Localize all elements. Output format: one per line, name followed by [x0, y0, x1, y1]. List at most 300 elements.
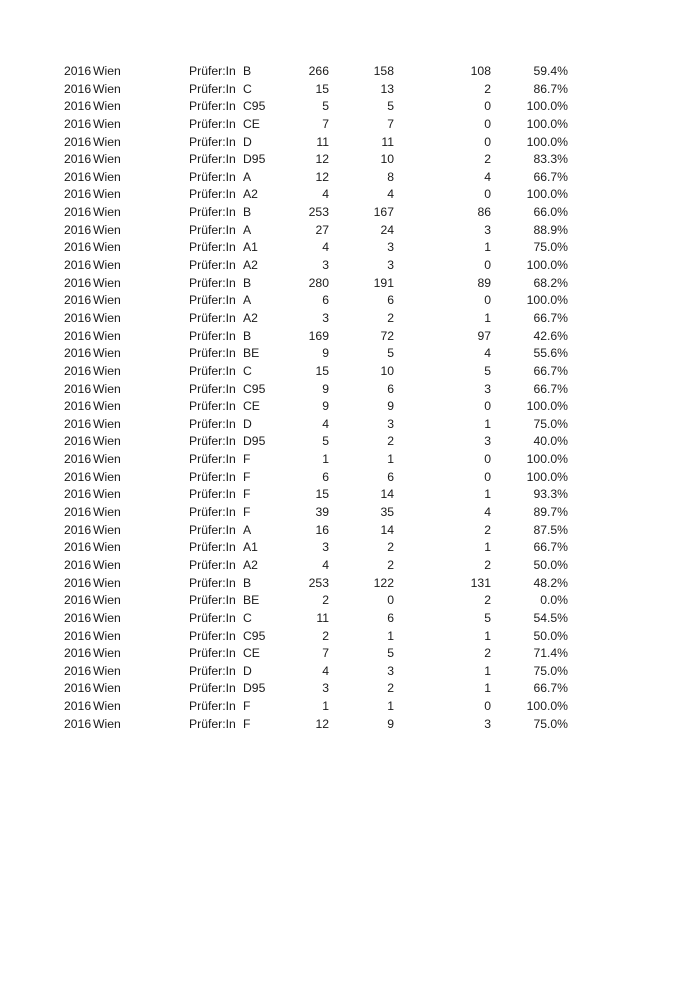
total-count-cell: 5 — [322, 434, 329, 449]
failed-count-cell: 2 — [484, 522, 491, 537]
passed-count-cell: 6 — [387, 381, 394, 396]
license-class-cell: C — [243, 363, 252, 378]
city-cell: Wien — [93, 169, 121, 184]
license-class-cell: B — [243, 575, 252, 590]
city-cell: Wien — [93, 64, 121, 78]
table-row — [0, 486, 700, 504]
table-row — [0, 204, 700, 222]
table-row — [0, 275, 700, 293]
pass-rate-cell: 66.7% — [533, 363, 568, 378]
table-row — [0, 451, 700, 469]
failed-count-cell: 3 — [484, 222, 491, 237]
license-class-cell: D95 — [243, 152, 266, 167]
failed-count-cell: 0 — [484, 469, 491, 484]
table-row — [0, 186, 700, 204]
table-row — [0, 716, 700, 734]
total-count-cell: 27 — [315, 222, 329, 237]
pass-rate-cell: 75.0% — [533, 716, 568, 731]
passed-count-cell: 7 — [387, 116, 394, 131]
total-count-cell: 4 — [322, 187, 329, 202]
year-cell: 2016 — [64, 328, 92, 343]
table-row — [0, 63, 700, 81]
table-row — [0, 381, 700, 399]
license-class-cell: B — [243, 328, 252, 343]
pass-rate-cell: 48.2% — [533, 575, 568, 590]
table-row — [0, 416, 700, 434]
role-cell: Prüfer:In — [189, 487, 236, 502]
year-cell: 2016 — [64, 628, 92, 643]
table-row — [0, 433, 700, 451]
total-count-cell: 12 — [315, 152, 329, 167]
year-cell: 2016 — [64, 81, 92, 96]
passed-count-cell: 3 — [387, 240, 394, 255]
total-count-cell: 5 — [322, 99, 329, 114]
city-cell: Wien — [93, 575, 121, 590]
total-count-cell: 1 — [322, 699, 329, 714]
total-count-cell: 169 — [308, 328, 329, 343]
pass-rate-cell: 66.7% — [533, 310, 568, 325]
year-cell: 2016 — [64, 346, 92, 361]
city-cell: Wien — [93, 116, 121, 131]
city-cell: Wien — [93, 205, 121, 220]
year-cell: 2016 — [64, 381, 92, 396]
license-class-cell: F — [243, 487, 251, 502]
failed-count-cell: 4 — [484, 505, 491, 520]
table-row — [0, 98, 700, 116]
failed-count-cell: 4 — [484, 169, 491, 184]
total-count-cell: 9 — [322, 399, 329, 414]
total-count-cell: 7 — [322, 116, 329, 131]
year-cell: 2016 — [64, 575, 92, 590]
pass-rate-cell: 66.7% — [533, 681, 568, 696]
role-cell: Prüfer:In — [189, 593, 236, 608]
role-cell: Prüfer:In — [189, 99, 236, 114]
year-cell: 2016 — [64, 222, 92, 237]
total-count-cell: 2 — [322, 593, 329, 608]
passed-count-cell: 122 — [373, 575, 394, 590]
pass-rate-cell: 87.5% — [533, 522, 568, 537]
city-cell: Wien — [93, 222, 121, 237]
passed-count-cell: 167 — [373, 205, 394, 220]
city-cell: Wien — [93, 346, 121, 361]
license-class-cell: A2 — [243, 258, 258, 273]
license-class-cell: A — [243, 293, 252, 308]
city-cell: Wien — [93, 81, 121, 96]
license-class-cell: A — [243, 169, 252, 184]
city-cell: Wien — [93, 99, 121, 114]
year-cell: 2016 — [64, 522, 92, 537]
total-count-cell: 3 — [322, 681, 329, 696]
city-cell: Wien — [93, 134, 121, 149]
pass-rate-cell: 100.0% — [526, 452, 568, 467]
passed-count-cell: 10 — [380, 363, 394, 378]
table-row — [0, 469, 700, 487]
failed-count-cell: 1 — [484, 540, 491, 555]
failed-count-cell: 5 — [484, 610, 491, 625]
table-row — [0, 239, 700, 257]
total-count-cell: 6 — [322, 293, 329, 308]
city-cell: Wien — [93, 557, 121, 572]
city-cell: Wien — [93, 187, 121, 202]
role-cell: Prüfer:In — [189, 81, 236, 96]
table-row — [0, 680, 700, 698]
license-class-cell: D95 — [243, 681, 266, 696]
pass-rate-cell: 54.5% — [533, 610, 568, 625]
role-cell: Prüfer:In — [189, 628, 236, 643]
pass-rate-cell: 68.2% — [533, 275, 568, 290]
city-cell: Wien — [93, 275, 121, 290]
passed-count-cell: 4 — [387, 187, 394, 202]
pass-rate-cell: 50.0% — [533, 557, 568, 572]
license-class-cell: F — [243, 505, 251, 520]
year-cell: 2016 — [64, 557, 92, 572]
role-cell: Prüfer:In — [189, 452, 236, 467]
year-cell: 2016 — [64, 646, 92, 661]
total-count-cell: 15 — [315, 363, 329, 378]
total-count-cell: 39 — [315, 505, 329, 520]
spreadsheet-table — [0, 63, 700, 733]
passed-count-cell: 2 — [387, 310, 394, 325]
failed-count-cell: 0 — [484, 116, 491, 131]
pass-rate-cell: 71.4% — [533, 646, 568, 661]
total-count-cell: 253 — [308, 205, 329, 220]
role-cell: Prüfer:In — [189, 557, 236, 572]
role-cell: Prüfer:In — [189, 434, 236, 449]
pass-rate-cell: 100.0% — [526, 469, 568, 484]
table-row — [0, 522, 700, 540]
passed-count-cell: 14 — [380, 487, 394, 502]
role-cell: Prüfer:In — [189, 310, 236, 325]
city-cell: Wien — [93, 434, 121, 449]
table-row — [0, 257, 700, 275]
pass-rate-cell: 89.7% — [533, 505, 568, 520]
license-class-cell: C — [243, 610, 252, 625]
city-cell: Wien — [93, 328, 121, 343]
total-count-cell: 4 — [322, 557, 329, 572]
table-row — [0, 592, 700, 610]
table-row — [0, 557, 700, 575]
license-class-cell: F — [243, 469, 251, 484]
license-class-cell: A2 — [243, 310, 258, 325]
table-row — [0, 134, 700, 152]
pass-rate-cell: 0.0% — [540, 593, 568, 608]
pass-rate-cell: 66.7% — [533, 540, 568, 555]
city-cell: Wien — [93, 363, 121, 378]
failed-count-cell: 2 — [484, 81, 491, 96]
license-class-cell: A1 — [243, 240, 258, 255]
pass-rate-cell: 75.0% — [533, 240, 568, 255]
failed-count-cell: 1 — [484, 663, 491, 678]
year-cell: 2016 — [64, 275, 92, 290]
year-cell: 2016 — [64, 469, 92, 484]
year-cell: 2016 — [64, 310, 92, 325]
pass-rate-cell: 93.3% — [533, 487, 568, 502]
pass-rate-cell: 100.0% — [526, 399, 568, 414]
pass-rate-cell: 100.0% — [526, 258, 568, 273]
failed-count-cell: 0 — [484, 699, 491, 714]
role-cell: Prüfer:In — [189, 240, 236, 255]
city-cell: Wien — [93, 716, 121, 731]
city-cell: Wien — [93, 469, 121, 484]
failed-count-cell: 1 — [484, 487, 491, 502]
year-cell: 2016 — [64, 240, 92, 255]
year-cell: 2016 — [64, 169, 92, 184]
pass-rate-cell: 100.0% — [526, 116, 568, 131]
failed-count-cell: 0 — [484, 134, 491, 149]
city-cell: Wien — [93, 293, 121, 308]
table-row — [0, 116, 700, 134]
year-cell: 2016 — [64, 434, 92, 449]
failed-count-cell: 5 — [484, 363, 491, 378]
role-cell: Prüfer:In — [189, 328, 236, 343]
role-cell: Prüfer:In — [189, 152, 236, 167]
license-class-cell: A2 — [243, 187, 258, 202]
total-count-cell: 9 — [322, 346, 329, 361]
passed-count-cell: 35 — [380, 505, 394, 520]
pass-rate-cell: 66.7% — [533, 169, 568, 184]
total-count-cell: 16 — [315, 522, 329, 537]
total-count-cell: 4 — [322, 663, 329, 678]
license-class-cell: F — [243, 699, 251, 714]
total-count-cell: 9 — [322, 381, 329, 396]
pass-rate-cell: 100.0% — [526, 99, 568, 114]
table-row — [0, 345, 700, 363]
license-class-cell: F — [243, 716, 251, 731]
year-cell: 2016 — [64, 258, 92, 273]
pass-rate-cell: 100.0% — [526, 293, 568, 308]
city-cell: Wien — [93, 240, 121, 255]
failed-count-cell: 0 — [484, 258, 491, 273]
license-class-cell: C95 — [243, 99, 266, 114]
passed-count-cell: 3 — [387, 416, 394, 431]
failed-count-cell: 0 — [484, 187, 491, 202]
table-row — [0, 663, 700, 681]
role-cell: Prüfer:In — [189, 258, 236, 273]
total-count-cell: 3 — [322, 310, 329, 325]
license-class-cell: C — [243, 81, 252, 96]
passed-count-cell: 2 — [387, 557, 394, 572]
table-row — [0, 222, 700, 240]
pass-rate-cell: 88.9% — [533, 222, 568, 237]
failed-count-cell: 1 — [484, 681, 491, 696]
city-cell: Wien — [93, 681, 121, 696]
city-cell: Wien — [93, 699, 121, 714]
city-cell: Wien — [93, 663, 121, 678]
passed-count-cell: 6 — [387, 469, 394, 484]
role-cell: Prüfer:In — [189, 610, 236, 625]
total-count-cell: 15 — [315, 487, 329, 502]
city-cell: Wien — [93, 452, 121, 467]
city-cell: Wien — [93, 399, 121, 414]
passed-count-cell: 3 — [387, 663, 394, 678]
failed-count-cell: 2 — [484, 646, 491, 661]
passed-count-cell: 9 — [387, 716, 394, 731]
year-cell: 2016 — [64, 593, 92, 608]
pass-rate-cell: 66.7% — [533, 381, 568, 396]
passed-count-cell: 14 — [380, 522, 394, 537]
role-cell: Prüfer:In — [189, 716, 236, 731]
passed-count-cell: 0 — [387, 593, 394, 608]
role-cell: Prüfer:In — [189, 134, 236, 149]
license-class-cell: F — [243, 452, 251, 467]
passed-count-cell: 2 — [387, 540, 394, 555]
city-cell: Wien — [93, 540, 121, 555]
passed-count-cell: 10 — [380, 152, 394, 167]
pass-rate-cell: 83.3% — [533, 152, 568, 167]
pass-rate-cell: 59.4% — [533, 64, 568, 78]
role-cell: Prüfer:In — [189, 681, 236, 696]
failed-count-cell: 1 — [484, 310, 491, 325]
city-cell: Wien — [93, 310, 121, 325]
table-row — [0, 539, 700, 557]
role-cell: Prüfer:In — [189, 363, 236, 378]
total-count-cell: 4 — [322, 240, 329, 255]
passed-count-cell: 158 — [373, 64, 394, 78]
passed-count-cell: 24 — [380, 222, 394, 237]
pass-rate-cell: 55.6% — [533, 346, 568, 361]
role-cell: Prüfer:In — [189, 381, 236, 396]
passed-count-cell: 5 — [387, 99, 394, 114]
year-cell: 2016 — [64, 399, 92, 414]
table-row — [0, 628, 700, 646]
failed-count-cell: 0 — [484, 452, 491, 467]
year-cell: 2016 — [64, 205, 92, 220]
license-class-cell: C95 — [243, 628, 266, 643]
role-cell: Prüfer:In — [189, 275, 236, 290]
total-count-cell: 12 — [315, 716, 329, 731]
table-row — [0, 151, 700, 169]
table-row — [0, 504, 700, 522]
city-cell: Wien — [93, 522, 121, 537]
table-row — [0, 363, 700, 381]
role-cell: Prüfer:In — [189, 116, 236, 131]
failed-count-cell: 4 — [484, 346, 491, 361]
passed-count-cell: 6 — [387, 293, 394, 308]
city-cell: Wien — [93, 505, 121, 520]
city-cell: Wien — [93, 593, 121, 608]
license-class-cell: A — [243, 222, 252, 237]
failed-count-cell: 97 — [477, 328, 491, 343]
passed-count-cell: 72 — [380, 328, 394, 343]
passed-count-cell: 1 — [387, 628, 394, 643]
year-cell: 2016 — [64, 505, 92, 520]
city-cell: Wien — [93, 646, 121, 661]
passed-count-cell: 6 — [387, 610, 394, 625]
license-class-cell: BE — [243, 593, 260, 608]
role-cell: Prüfer:In — [189, 522, 236, 537]
role-cell: Prüfer:In — [189, 663, 236, 678]
year-cell: 2016 — [64, 663, 92, 678]
table-row — [0, 645, 700, 663]
total-count-cell: 253 — [308, 575, 329, 590]
total-count-cell: 12 — [315, 169, 329, 184]
year-cell: 2016 — [64, 487, 92, 502]
city-cell: Wien — [93, 628, 121, 643]
failed-count-cell: 3 — [484, 434, 491, 449]
failed-count-cell: 2 — [484, 593, 491, 608]
table-row — [0, 575, 700, 593]
passed-count-cell: 1 — [387, 699, 394, 714]
role-cell: Prüfer:In — [189, 293, 236, 308]
year-cell: 2016 — [64, 363, 92, 378]
year-cell: 2016 — [64, 116, 92, 131]
table-row — [0, 698, 700, 716]
total-count-cell: 3 — [322, 540, 329, 555]
passed-count-cell: 1 — [387, 452, 394, 467]
role-cell: Prüfer:In — [189, 469, 236, 484]
failed-count-cell: 0 — [484, 99, 491, 114]
table-row — [0, 169, 700, 187]
total-count-cell: 280 — [308, 275, 329, 290]
role-cell: Prüfer:In — [189, 416, 236, 431]
total-count-cell: 7 — [322, 646, 329, 661]
failed-count-cell: 1 — [484, 628, 491, 643]
license-class-cell: BE — [243, 346, 260, 361]
table-row — [0, 328, 700, 346]
role-cell: Prüfer:In — [189, 222, 236, 237]
year-cell: 2016 — [64, 416, 92, 431]
passed-count-cell: 5 — [387, 346, 394, 361]
failed-count-cell: 3 — [484, 716, 491, 731]
year-cell: 2016 — [64, 699, 92, 714]
failed-count-cell: 1 — [484, 416, 491, 431]
year-cell: 2016 — [64, 716, 92, 731]
year-cell: 2016 — [64, 99, 92, 114]
pass-rate-cell: 100.0% — [526, 699, 568, 714]
failed-count-cell: 2 — [484, 152, 491, 167]
passed-count-cell: 3 — [387, 258, 394, 273]
city-cell: Wien — [93, 610, 121, 625]
license-class-cell: D — [243, 134, 252, 149]
city-cell: Wien — [93, 258, 121, 273]
passed-count-cell: 9 — [387, 399, 394, 414]
role-cell: Prüfer:In — [189, 64, 236, 78]
failed-count-cell: 86 — [477, 205, 491, 220]
pass-rate-cell: 100.0% — [526, 134, 568, 149]
failed-count-cell: 1 — [484, 240, 491, 255]
table-row — [0, 81, 700, 99]
license-class-cell: C95 — [243, 381, 266, 396]
failed-count-cell: 0 — [484, 399, 491, 414]
city-cell: Wien — [93, 152, 121, 167]
passed-count-cell: 5 — [387, 646, 394, 661]
total-count-cell: 6 — [322, 469, 329, 484]
table-row — [0, 610, 700, 628]
license-class-cell: B — [243, 205, 252, 220]
year-cell: 2016 — [64, 134, 92, 149]
table-row — [0, 292, 700, 310]
role-cell: Prüfer:In — [189, 575, 236, 590]
passed-count-cell: 191 — [373, 275, 394, 290]
role-cell: Prüfer:In — [189, 505, 236, 520]
pass-rate-cell: 75.0% — [533, 663, 568, 678]
license-class-cell: D95 — [243, 434, 266, 449]
role-cell: Prüfer:In — [189, 169, 236, 184]
passed-count-cell: 2 — [387, 681, 394, 696]
failed-count-cell: 131 — [470, 575, 491, 590]
license-class-cell: D — [243, 416, 252, 431]
license-class-cell: D — [243, 663, 252, 678]
pass-rate-cell: 40.0% — [533, 434, 568, 449]
year-cell: 2016 — [64, 64, 92, 78]
pass-rate-cell: 86.7% — [533, 81, 568, 96]
role-cell: Prüfer:In — [189, 699, 236, 714]
failed-count-cell: 89 — [477, 275, 491, 290]
city-cell: Wien — [93, 416, 121, 431]
passed-count-cell: 2 — [387, 434, 394, 449]
city-cell: Wien — [93, 381, 121, 396]
license-class-cell: CE — [243, 116, 260, 131]
